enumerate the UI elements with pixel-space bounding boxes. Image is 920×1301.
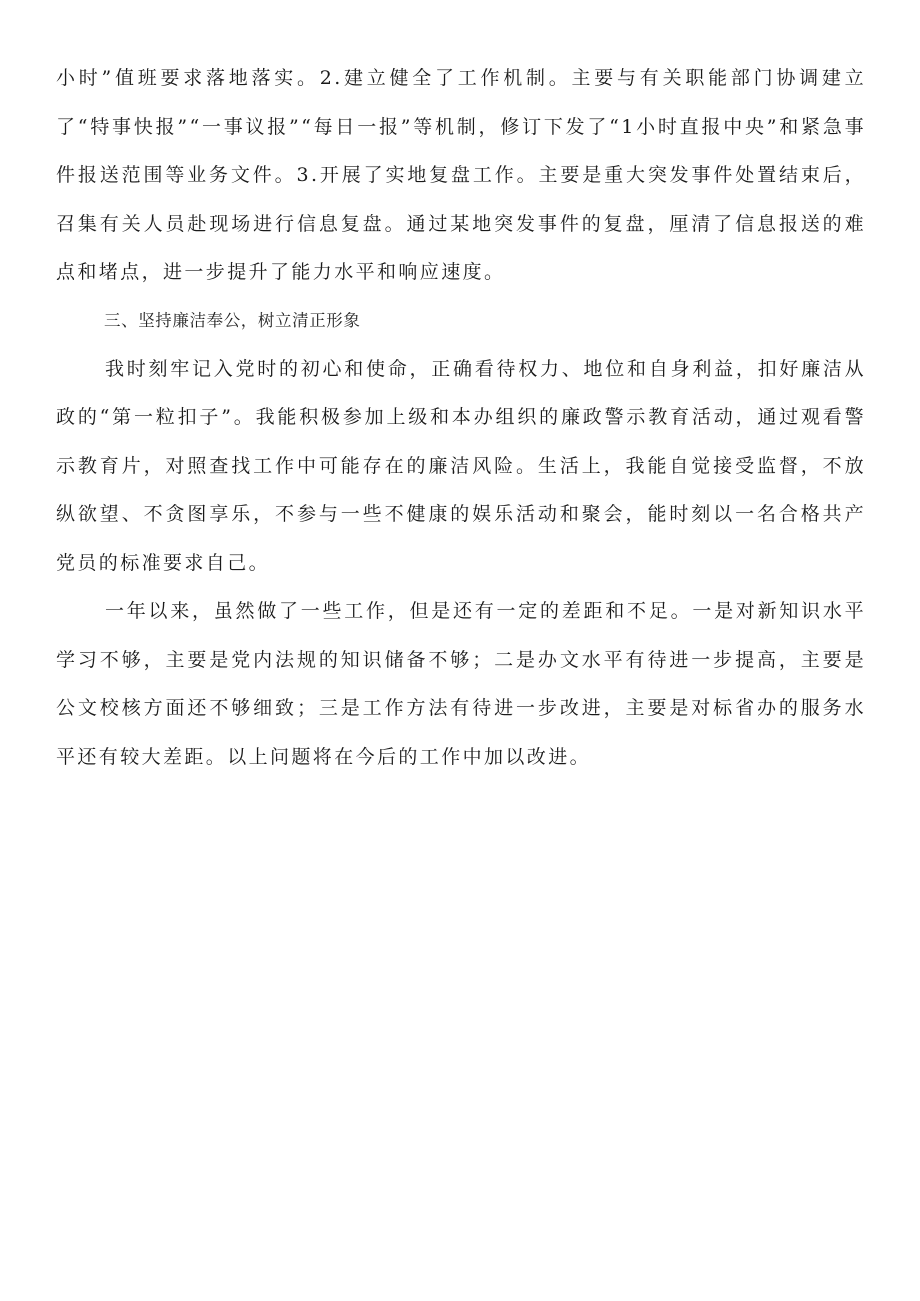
section-heading-integrity: 三、坚持廉洁奉公，树立清正形象 bbox=[104, 310, 361, 330]
paragraph-shortcomings: 一年以来，虽然做了一些工作，但是还有一定的差距和不足。一是对新知识水平学习不够，主要是党内法规的知识储备不够；二是办文水平有待进一步提高，主要是公文校核方面还不够细致；三是工作方法有待进一步改进，主要是对标省办的服务水平还有较大差距。以上问题将在今后的工作中加以改进。 bbox=[56, 600, 866, 768]
document-body bbox=[56, 54, 866, 781]
paragraph-integrity: 我时刻牢记入党时的初心和使命，正确看待权力、地位和自身利益，扣好廉洁从政的“第一粒扣子”。我能积极参加上级和本办组织的廉政警示教育活动，通过观看警示教育片，对照查找工作中可能存在的廉洁风险。生活上，我能自觉接受监督，不放纵欲望、不贪图享乐，不参与一些不健康的娱乐活动和聚会，能时刻以一名合格共产党员的标准要求自己。 bbox=[56, 357, 866, 574]
paragraph-work-mechanism: 小时”值班要求落地落实。2.建立健全了工作机制。主要与有关职能部门协调建立了“特事快报”“一事议报”“每日一报”等机制，修订下发了“1小时直报中央”和紧急事件报送范围等业务文件。3.开展了实地复盘工作。主要是重大突发事件处置结束后，召集有关人员赴现场进行信息复盘。通过某地突发事件的复盘，厘清了信息报送的难点和堵点，进一步提升了能力水平和响应速度。 bbox=[56, 67, 866, 283]
